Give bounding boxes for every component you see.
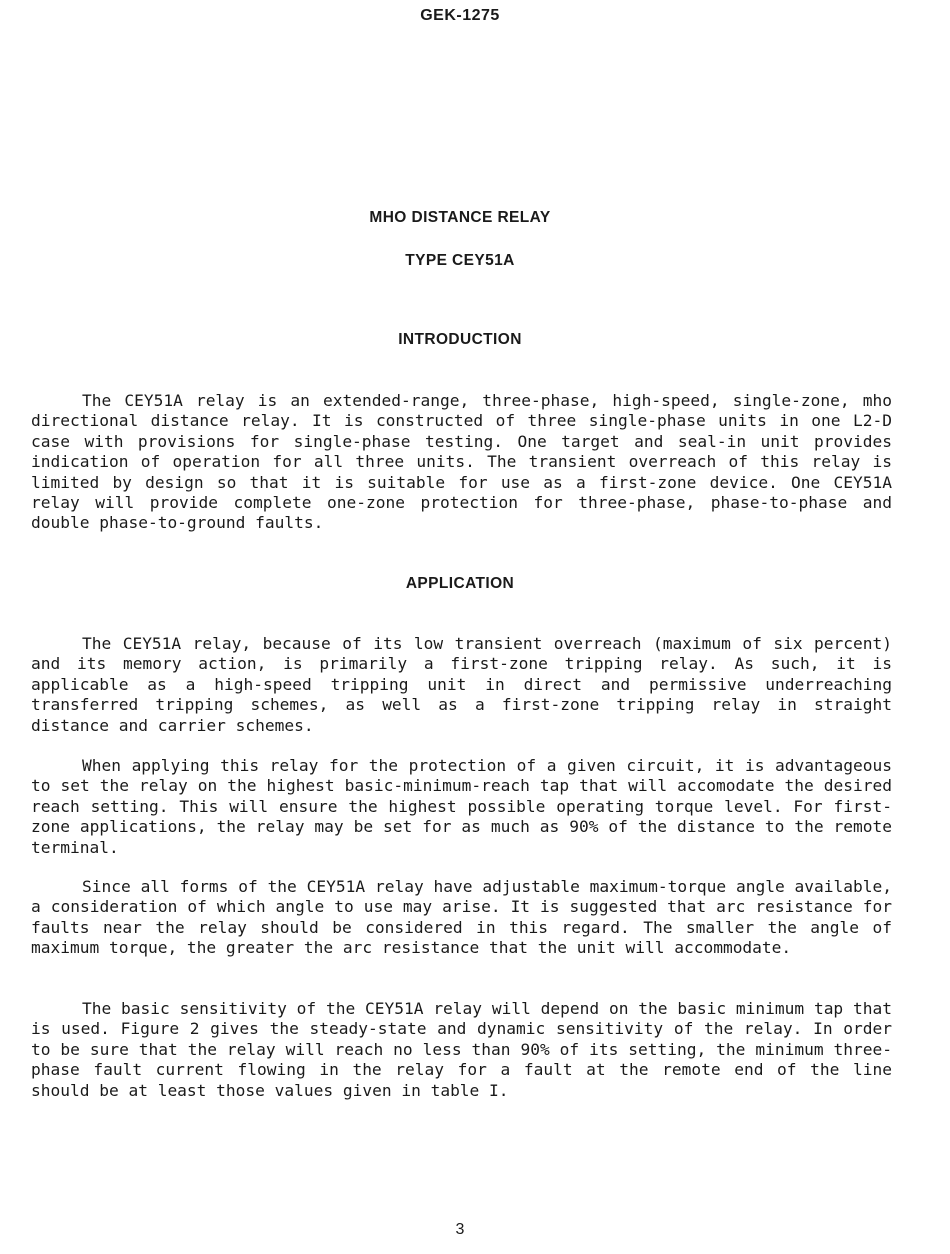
document-subtitle: TYPE CEY51A: [405, 252, 515, 269]
page-number: 3: [455, 1221, 465, 1238]
application-paragraph-4: The basic sensitivity of the CEY51A relay will depend on the basic minimum tap that is used. Figure 2 gives the steady-state and dynamic sensitivity of the relay. In order to be sure that the relay will reach no less than 90% of its setting, the minimum three-phase fault current flowing in the relay for a fault at the remote end of the line should be at least those values given in table I.: [31, 999, 892, 1100]
introduction-paragraph: The CEY51A relay is an extended-range, three-phase, high-speed, single-zone, mho directional distance relay. It is constructed of three single-phase units in one L2-D case with provisions for single-phase testing. One target and seal-in unit provides indication of operation for all three units. The transient overreach of this relay is limited by design so that it is suitable for use as a first-zone device. One CEY51A relay will provide complete one-zone protection for three-phase, phase-to-phase and double phase-to-ground faults.: [31, 391, 892, 533]
application-paragraph-1: The CEY51A relay, because of its low transient overreach (maximum of six percent) and its memory action, is primarily a first-zone tripping relay. As such, it is applicable as a high-speed tripping unit in direct and permissive underreaching transferred tripping schemes, as well as a first-zone tripping relay in straight distance and carrier schemes.: [31, 634, 892, 735]
section-heading-introduction: INTRODUCTION: [398, 331, 522, 348]
document-id: GEK-1275: [420, 7, 500, 24]
application-paragraph-3: Since all forms of the CEY51A relay have adjustable maximum-torque angle available, a consideration of which angle to use may arise. It is suggested that arc resistance for faults near the relay should be considered in this regard. The smaller the angle of maximum torque, the greater the arc resistance that the unit will accommodate.: [31, 877, 892, 958]
application-paragraph-2: When applying this relay for the protection of a given circuit, it is advantageous to set the relay on the highest basic-minimum-reach tap that will accomodate the desired reach setting. This will ensure the highest possible operating torque level. For first-zone applications, the relay may be set for as much as 90% of the distance to the remote terminal.: [31, 756, 892, 857]
document-title: MHO DISTANCE RELAY: [369, 209, 551, 226]
section-heading-application: APPLICATION: [405, 575, 515, 592]
